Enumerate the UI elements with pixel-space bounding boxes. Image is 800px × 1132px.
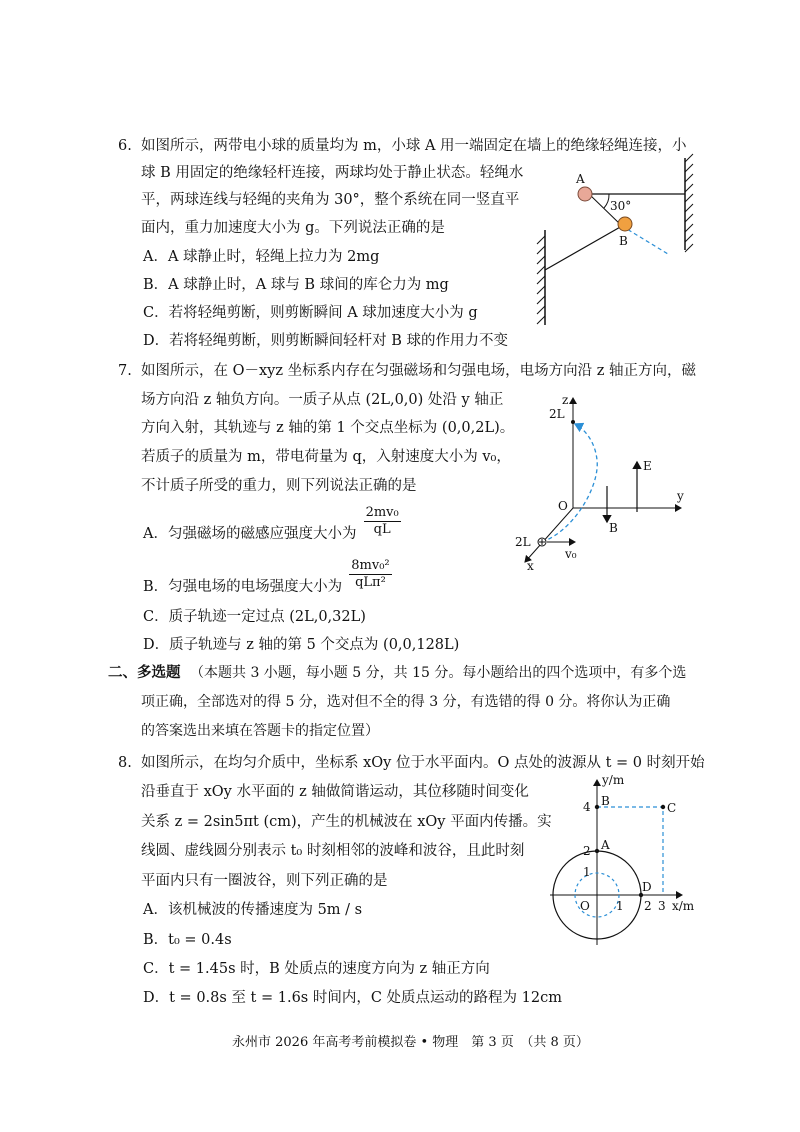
point-c [661,805,665,809]
option-a [143,505,401,551]
rod [545,226,622,270]
question-text: 球 B 用固定的绝缘轻杆连接，两球均处于静止状态。轻绳水 [141,165,524,181]
b-field-label: B [609,521,618,535]
question-number: 7. [118,363,132,379]
option-c: C．若将轻绳剪断，则剪断瞬间 A 球加速度大小为 g [143,305,478,321]
x-tick-1: 1 [616,899,624,913]
x-axis-label: x [527,559,534,573]
page-footer: 永州市 2026 年高考考前模拟卷 • 物理 第 3 页 （共 8 页） [232,1035,589,1050]
y-tick-2: 2 [583,844,591,858]
option-b: B．A 球静止时，A 球与 B 球间的库仑力为 mg [143,277,449,293]
numerator: 8mv₀² [351,558,390,573]
question-text: 关系 z = 2sin5πt (cm)，产生的机械波在 xOy 平面内传播。实 [141,814,552,830]
option-a-text: A．匀强磁场的磁感应强度大小为 [143,526,357,542]
q8-figure [530,770,710,950]
y-tick-1: 1 [583,865,591,879]
question-text: 如图所示，两带电小球的质量均为 m，小球 A 用一端固定在墙上的绝缘轻绳连接，小 [141,138,687,154]
y-tick-4: 4 [583,800,591,814]
denominator: qLπ² [355,575,386,590]
q7-figure [505,390,700,580]
question-number: 6. [118,138,132,154]
point-b-label: B [601,794,610,808]
velocity-label: v₀ [565,547,577,561]
section-instructions: 项正确，全部选对的得 5 分，选对但不全的得 3 分，有选错的得 0 分。将你认为正确 [141,694,671,710]
q6-figure [530,150,710,330]
point-a-label: A [601,838,610,852]
option-a: A．A 球静止时，轻绳上拉力为 2mg [143,249,380,265]
option-b-text: B．匀强电场的电场强度大小为 [143,579,343,595]
question-text: 场方向沿 z 轴负方向。一质子从点 (2L,0,0) 处沿 y 轴正 [141,392,504,408]
x-axis-label: x/m [672,899,695,913]
question-text: 若质子的质量为 m，带电荷量为 q，入射速度大小为 v₀， [141,449,511,465]
option-b: B．t₀ = 0.4s [143,932,232,948]
y-axis-label: y [677,489,684,503]
question-text: 面内，重力加速度大小为 g。下列说法正确的是 [141,220,445,236]
question-text: 不计质子所受的重力，则下列说法正确的是 [141,478,417,494]
ball-a [578,187,592,201]
question-text: 平，两球连线与轻绳的夹角为 30°，整个系统在同一竖直平 [141,192,520,208]
section-title: 二、多选题 [108,664,181,681]
option-c: C．t = 1.45s 时，B 处质点的速度方向为 z 轴正方向 [143,961,490,977]
ball-b [618,217,632,231]
z-axis-label: z [562,393,569,407]
z-2l-label: 2L [549,407,565,421]
denominator: qL [373,522,391,537]
origin-label: O [558,499,568,513]
angle-arc [604,194,609,208]
x-tick-3: 3 [658,899,666,913]
right-wall-hatch [685,154,693,252]
x-tick-2: 2 [644,899,652,913]
question-text: 平面内只有一圈波谷，则下列正确的是 [141,873,388,889]
question-text: 如图所示，在均匀介质中，坐标系 xOy 位于水平面内。O 点处的波源从 t = 0 时刻开始 [141,755,705,771]
question-text: 线圆、虚线圆分别表示 t₀ 时刻相邻的波峰和波谷，且此时刻 [141,843,525,859]
numerator: 2mv₀ [365,505,399,520]
option-d: D．若将轻绳剪断，则剪断瞬间轻杆对 B 球的作用力不变 [143,333,508,349]
left-wall-hatch [537,236,545,324]
x-2l-label: 2L [515,535,531,549]
angle-label: 30° [610,199,632,213]
fraction [349,558,391,591]
origin-label: O [580,899,590,913]
ball-b-label: B [619,234,628,248]
ball-a-label: A [576,172,585,186]
y-axis-label: y/m [602,773,625,787]
question-text: 沿垂直于 xOy 水平面的 z 轴做简谐运动，其位移随时间变化 [141,784,529,800]
section-instructions: （本题共 3 小题，每小题 5 分，共 15 分。每小题给出的四个选项中，有多个选 [190,665,687,681]
option-d: D．t = 0.8s 至 t = 1.6s 时间内，C 处质点运动的路程为 12cm [143,990,562,1006]
point-c-label: C [667,801,677,815]
question-number: 8. [118,755,132,771]
point-2l-z [571,420,575,424]
point-d-label: D [642,880,652,894]
option-a: A．该机械波的传播速度为 5m / s [143,902,363,918]
option-c: C．质子轨迹一定过点 (2L,0,32L) [143,609,366,625]
point-a [595,849,599,853]
question-text: 方向入射，其轨迹与 z 轴的第 1 个交点坐标为 (0,0,2L)。 [141,420,515,436]
section-instructions: 的答案选出来填在答题卡的指定位置） [141,723,379,739]
trajectory [542,424,597,542]
point-b [595,805,599,809]
fraction [364,505,401,538]
e-field-label: E [643,459,652,473]
option-d: D．质子轨迹与 z 轴的第 5 个交点为 (0,0,128L) [143,637,460,653]
option-b [143,558,392,604]
question-text: 如图所示，在 O－xyz 坐标系内存在匀强磁场和匀强电场，电场方向沿 z 轴正方向，磁 [141,363,696,379]
